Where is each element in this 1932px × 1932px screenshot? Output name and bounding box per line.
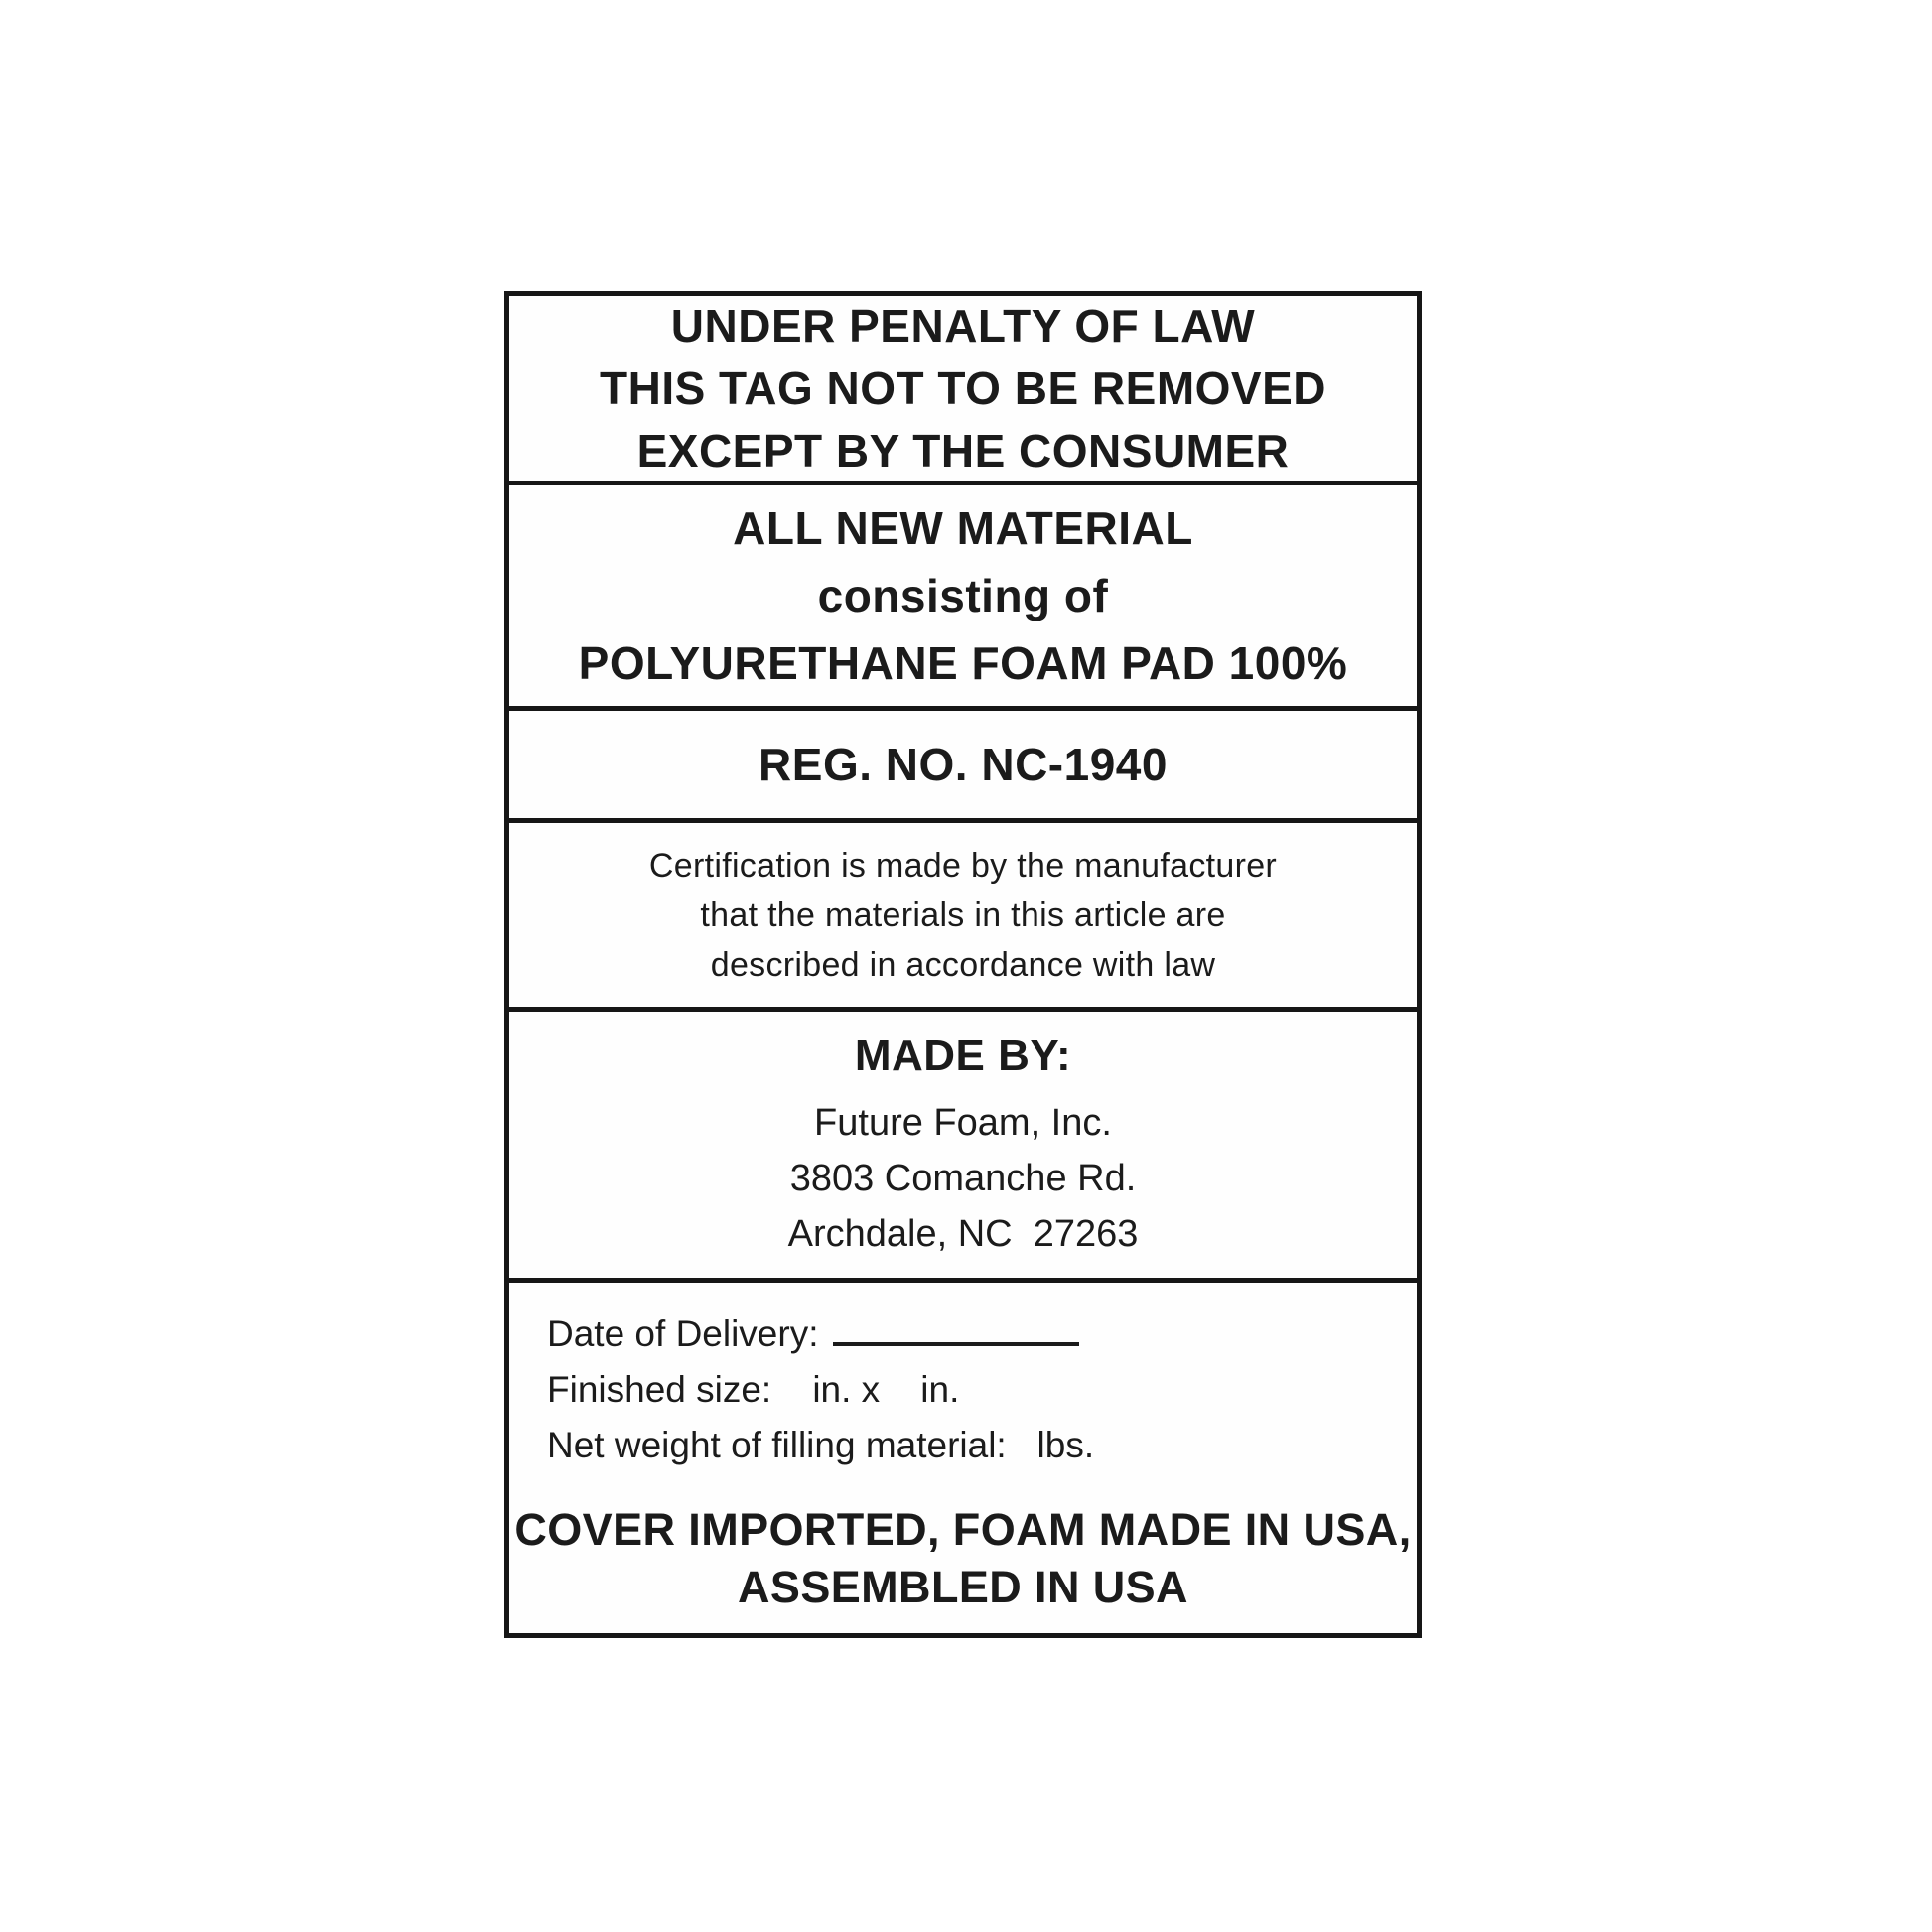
finished-size-line: Finished size: in. x in. bbox=[547, 1369, 960, 1411]
date-of-delivery-label: Date of Delivery: bbox=[547, 1313, 819, 1355]
certification-line-3: described in accordance with law bbox=[710, 945, 1216, 984]
penalty-line-2: THIS TAG NOT TO BE REMOVED bbox=[600, 361, 1326, 414]
origin-line-1: COVER IMPORTED, FOAM MADE IN USA, bbox=[514, 1504, 1412, 1556]
law-label bbox=[504, 291, 1422, 1638]
manufacturer-street: 3803 Comanche Rd. bbox=[789, 1158, 1137, 1200]
origin-statement bbox=[509, 1501, 1417, 1616]
penalty-section bbox=[509, 296, 1417, 485]
made-by-section bbox=[509, 1012, 1417, 1283]
manufacturer-city-state-zip: Archdale, NC 27263 bbox=[787, 1213, 1139, 1256]
fill-in-lines bbox=[509, 1307, 1417, 1473]
penalty-line-1: UNDER PENALTY OF LAW bbox=[670, 299, 1256, 351]
penalty-line-3: EXCEPT BY THE CONSUMER bbox=[636, 424, 1290, 477]
registration-section bbox=[509, 711, 1417, 823]
certification-line-1: Certification is made by the manufacturer bbox=[648, 846, 1278, 885]
material-line-2: consisting of bbox=[817, 570, 1109, 622]
material-section bbox=[509, 485, 1417, 711]
date-of-delivery-blank bbox=[833, 1309, 1079, 1346]
certification-section bbox=[509, 823, 1417, 1012]
made-by-heading: MADE BY: bbox=[854, 1032, 1072, 1081]
details-section bbox=[509, 1283, 1417, 1633]
date-of-delivery-line bbox=[547, 1307, 1387, 1362]
certification-line-2: that the materials in this article are bbox=[700, 896, 1226, 934]
manufacturer-name: Future Foam, Inc. bbox=[814, 1102, 1112, 1145]
material-line-1: ALL NEW MATERIAL bbox=[733, 502, 1193, 555]
registration-number: REG. NO. NC-1940 bbox=[759, 738, 1168, 790]
material-line-3: POLYURETHANE FOAM PAD 100% bbox=[578, 637, 1348, 690]
net-weight-line: Net weight of filling material: lbs. bbox=[547, 1425, 1095, 1466]
origin-line-2: ASSEMBLED IN USA bbox=[738, 1562, 1188, 1613]
